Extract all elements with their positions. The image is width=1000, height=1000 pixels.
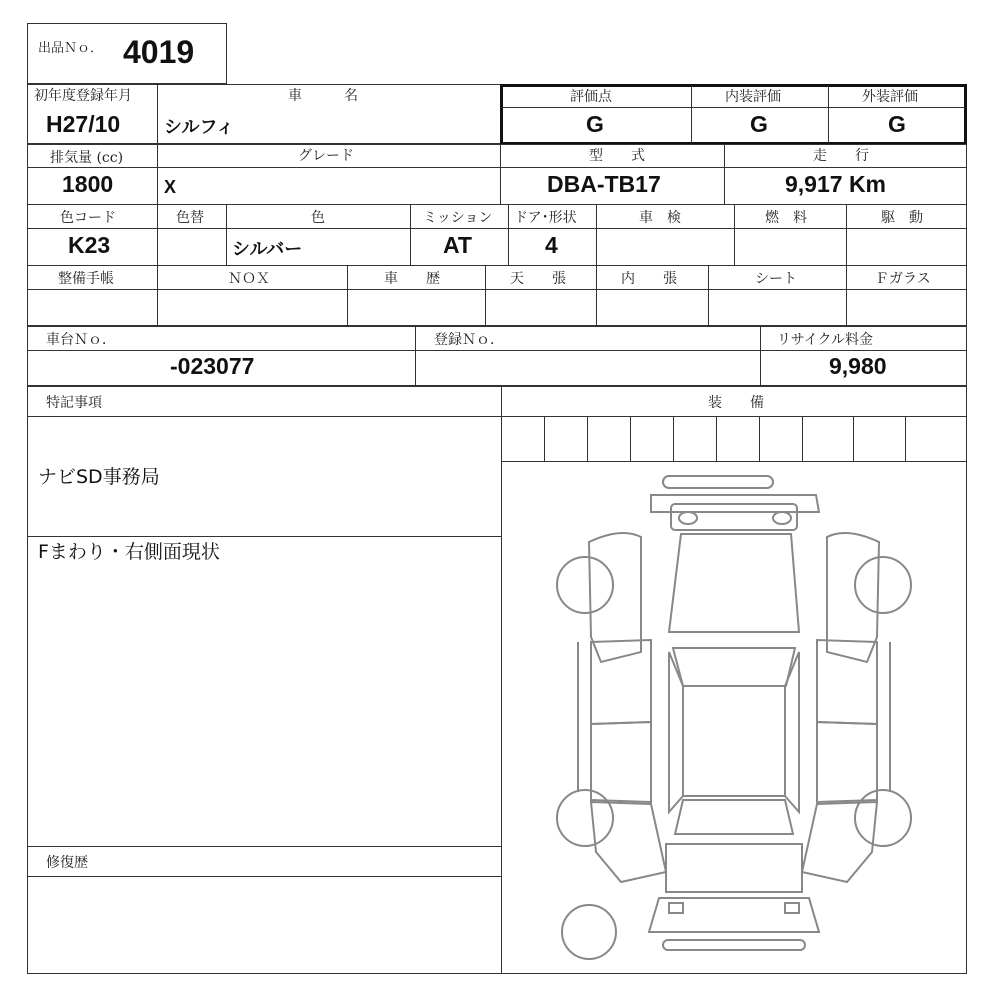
equipment-slot-divider: [673, 416, 674, 461]
car-name-value: シルフィ: [164, 117, 235, 137]
score-value: G: [586, 111, 604, 137]
equipment-slot-divider: [905, 416, 906, 461]
history-label: 車 歴: [384, 271, 440, 287]
recycle-value: 9,980: [829, 353, 887, 379]
maintenance-cell: [27, 265, 158, 326]
glass-cell: [846, 265, 967, 326]
color-label: 色: [311, 210, 325, 226]
divider: [828, 86, 829, 143]
recycle-label: リサイクル料金: [777, 332, 874, 348]
mileage-cell: [724, 144, 967, 205]
interior-value: G: [750, 111, 768, 137]
car-damage-diagram: [501, 462, 967, 974]
color-code-label: 色コード: [60, 210, 116, 226]
roof-cell: [485, 265, 597, 326]
inner-label: 内 張: [621, 271, 677, 287]
exterior-value: G: [888, 111, 906, 137]
divider: [27, 416, 502, 417]
divider: [27, 289, 967, 290]
model-label: 型 式: [589, 148, 645, 164]
roof-label: 天 張: [510, 271, 566, 287]
divider: [502, 107, 965, 108]
equipment-slot-divider: [716, 416, 717, 461]
repaint-cell: [157, 204, 227, 266]
maintenance-label: 整備手帳: [58, 271, 114, 287]
reg-no-label: 登録Ｎｏ．: [434, 332, 504, 348]
equipment-slot-divider: [630, 416, 631, 461]
fuel-label: 燃 料: [765, 210, 807, 226]
lot-number-value: 4019: [123, 34, 195, 70]
chassis-label: 車台Ｎｏ．: [46, 332, 116, 348]
equipment-label: 装 備: [708, 395, 764, 411]
equipment-slot-divider: [802, 416, 803, 461]
first-reg-label: 初年度登録年月: [34, 88, 132, 104]
color-code-value: K23: [68, 232, 111, 258]
inspection-cell: [596, 204, 735, 266]
chassis-cell: [27, 326, 416, 386]
model-value: DBA-TB17: [547, 171, 661, 197]
displacement-cell: [27, 144, 158, 205]
color-cell: [226, 204, 411, 266]
inner-cell: [596, 265, 709, 326]
exterior-label: 外装評価: [862, 89, 918, 105]
drive-cell: [846, 204, 967, 266]
recycle-cell: [760, 326, 967, 386]
fuel-cell: [734, 204, 847, 266]
grade-label: グレード: [298, 148, 354, 164]
divider: [27, 846, 502, 847]
divider: [27, 167, 967, 168]
repair-label: 修復歴: [46, 855, 88, 871]
color-value: シルバー: [232, 239, 303, 259]
score-label: 評価点: [570, 89, 612, 105]
door-label: ドア･形状: [514, 210, 577, 226]
lot-number-box: [27, 23, 227, 84]
mission-value: AT: [443, 232, 472, 258]
mileage-label: 走 行: [813, 148, 869, 164]
divider: [27, 228, 967, 229]
grade-cell: [157, 144, 501, 205]
reg-no-cell: [415, 326, 761, 386]
first-reg-cell: [27, 84, 158, 144]
mileage-value: 9,917 Km: [785, 171, 887, 197]
equipment-slot-divider: [544, 416, 545, 461]
displacement-label: 排気量 (cc): [50, 150, 124, 166]
chassis-value: -023077: [170, 353, 255, 379]
grade-value: X: [164, 177, 177, 197]
seat-label: シート: [755, 271, 797, 287]
door-cell: [508, 204, 597, 266]
mission-label: ミッション: [423, 210, 493, 226]
drive-label: 駆 動: [881, 210, 923, 226]
nox-cell: [157, 265, 348, 326]
door-value: 4: [545, 232, 558, 258]
model-cell: [500, 144, 725, 205]
notes-label: 特記事項: [46, 395, 102, 411]
seat-cell: [708, 265, 847, 326]
divider: [27, 876, 502, 877]
mission-cell: [410, 204, 509, 266]
equipment-slot-divider: [759, 416, 760, 461]
inspection-label: 車 検: [639, 210, 681, 226]
interior-label: 内装評価: [725, 89, 781, 105]
glass-label: Ｆガラス: [875, 271, 931, 287]
lot-number-label: 出品Ｎｏ．: [38, 41, 104, 56]
color-code-cell: [27, 204, 158, 266]
divider: [27, 350, 967, 351]
notes-line-1: ナビSD事務局: [38, 466, 160, 488]
history-cell: [347, 265, 486, 326]
nox-label: ＮＯＸ: [228, 271, 270, 287]
notes-line-2: Fまわり・右側面現状: [38, 541, 220, 563]
car-name-cell: [157, 84, 501, 144]
equipment-slot-divider: [587, 416, 588, 461]
divider: [691, 86, 692, 143]
car-name-label: 車 名: [288, 88, 358, 104]
first-reg-value: H27/10: [46, 111, 121, 137]
displacement-value: 1800: [62, 171, 114, 197]
divider: [501, 416, 967, 417]
equipment-slot-divider: [853, 416, 854, 461]
repaint-label: 色替: [176, 210, 204, 226]
